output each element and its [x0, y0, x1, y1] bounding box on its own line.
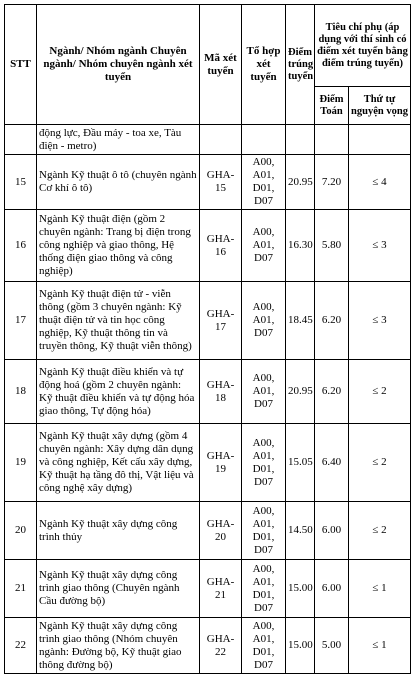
table-row — [5, 155, 411, 210]
row-diem: 15.00 — [286, 618, 315, 674]
row-ma: GHA-15 — [200, 155, 242, 210]
row-stt: 16 — [5, 210, 37, 282]
row-diem: 20.95 — [286, 155, 315, 210]
row-diem: 18.45 — [286, 282, 315, 360]
table-row — [5, 424, 411, 502]
admission-score-table — [4, 4, 411, 674]
row-nguyen-vong: ≤ 4 — [349, 155, 411, 210]
row-stt: 21 — [5, 560, 37, 618]
row-ma: GHA-17 — [200, 282, 242, 360]
row-nganh: Ngành Kỹ thuật ô tô (chuyên ngành Cơ khí ô tô) — [37, 155, 200, 210]
row-to-hop: A00, A01, D01, D07 — [242, 155, 286, 210]
row-ma: GHA-19 — [200, 424, 242, 502]
row-nguyen-vong: ≤ 3 — [349, 210, 411, 282]
row-diem-toan: 6.00 — [315, 502, 349, 560]
row-nguyen-vong: ≤ 3 — [349, 282, 411, 360]
header-to-hop: Tổ hợp xét tuyển — [242, 5, 286, 125]
row-ma: GHA-18 — [200, 360, 242, 424]
row-nganh: Ngành Kỹ thuật xây dựng công trình giao thông (Chuyên ngành Cầu đường bộ) — [37, 560, 200, 618]
table-row — [5, 360, 411, 424]
row-diem-toan: 6.20 — [315, 282, 349, 360]
row-nguyen-vong: ≤ 2 — [349, 502, 411, 560]
row-diem-toan: 5.00 — [315, 618, 349, 674]
row-ma: GHA-21 — [200, 560, 242, 618]
table-row — [5, 618, 411, 674]
row-nganh: Ngành Kỹ thuật xây dựng (gồm 4 chuyên ngành: Xây dựng dân dụng và công nghiệp, Kết cấu xây dựng, Kỹ thuật hạ tầng đô thị, Vật liệu và công nghệ xây dựng) — [37, 424, 200, 502]
row-nganh: Ngành Kỹ thuật xây dựng công trình giao thông (Nhóm chuyên ngành: Đường bộ, Kỹ thuật giao thông đường bộ) — [37, 618, 200, 674]
row-to-hop: A00, A01, D01, D07 — [242, 424, 286, 502]
header-diem-toan: Điểm Toán — [315, 87, 349, 125]
row-to-hop: A00, A01, D07 — [242, 282, 286, 360]
row-stt: 17 — [5, 282, 37, 360]
row-nganh: Ngành Kỹ thuật điện tử - viễn thông (gồm 3 chuyên ngành: Kỹ thuật điện tử và tin học công nghiệp, Kỹ thuật thông tin và truyền thông, Kỹ thuật viễn thông) — [37, 282, 200, 360]
row-diem-toan: 5.80 — [315, 210, 349, 282]
row-nguyen-vong: ≤ 2 — [349, 360, 411, 424]
table-row — [5, 560, 411, 618]
row-diem-toan: 6.00 — [315, 560, 349, 618]
row-diem-toan: 6.20 — [315, 360, 349, 424]
row-to-hop: A00, A01, D01, D07 — [242, 502, 286, 560]
row-to-hop: A00, A01, D01, D07 — [242, 560, 286, 618]
header-ma-xet-tuyen: Mã xét tuyển — [200, 5, 242, 125]
row-ma: GHA-16 — [200, 210, 242, 282]
row-diem-toan: 6.40 — [315, 424, 349, 502]
table-row — [5, 282, 411, 360]
row-stt: 18 — [5, 360, 37, 424]
table-row-continuation — [5, 125, 411, 155]
header-nganh: Ngành/ Nhóm ngành Chuyên ngành/ Nhóm chuyên ngành xét tuyển — [37, 5, 200, 125]
row-nguyen-vong: ≤ 1 — [349, 560, 411, 618]
row-nguyen-vong: ≤ 1 — [349, 618, 411, 674]
row-stt: 22 — [5, 618, 37, 674]
header-diem-trung-tuyen: Điểm trúng tuyển — [286, 5, 315, 125]
row-diem: 20.95 — [286, 360, 315, 424]
row-to-hop: A00, A01, D07 — [242, 210, 286, 282]
table-row — [5, 502, 411, 560]
row-diem: 15.00 — [286, 560, 315, 618]
row-stt: 20 — [5, 502, 37, 560]
row-ma: GHA-22 — [200, 618, 242, 674]
row-nganh: Ngành Kỹ thuật xây dựng công trình thủy — [37, 502, 200, 560]
row-to-hop: A00, A01, D07 — [242, 360, 286, 424]
row-diem: 14.50 — [286, 502, 315, 560]
row-ma: GHA-20 — [200, 502, 242, 560]
row-nganh: Ngành Kỹ thuật điện (gồm 2 chuyên ngành: Trang bị điện trong công nghiệp và giao thông, Hệ thống điện giao thông và công nghiệp) — [37, 210, 200, 282]
header-thu-tu-nguyen-vong: Thứ tự nguyện vọng — [349, 87, 411, 125]
row-nguyen-vong: ≤ 2 — [349, 424, 411, 502]
row-nganh: Ngành Kỹ thuật điều khiển và tự động hoá (gồm 2 chuyên ngành: Kỹ thuật điều khiển và tự động hóa giao thông, Tự động hóa) — [37, 360, 200, 424]
row-stt: 19 — [5, 424, 37, 502]
header-stt: STT — [5, 5, 37, 125]
row-diem: 16.30 — [286, 210, 315, 282]
row-diem: 15.05 — [286, 424, 315, 502]
row-to-hop: A00, A01, D01, D07 — [242, 618, 286, 674]
table-row — [5, 210, 411, 282]
row-stt: 15 — [5, 155, 37, 210]
continuation-text: động lực, Đầu máy - toa xe, Tàu điện - metro) — [37, 125, 200, 155]
header-tieu-chi-phu: Tiêu chí phụ (áp dụng với thí sinh có điểm xét tuyển bằng điểm trúng tuyển) — [315, 5, 411, 87]
row-diem-toan: 7.20 — [315, 155, 349, 210]
